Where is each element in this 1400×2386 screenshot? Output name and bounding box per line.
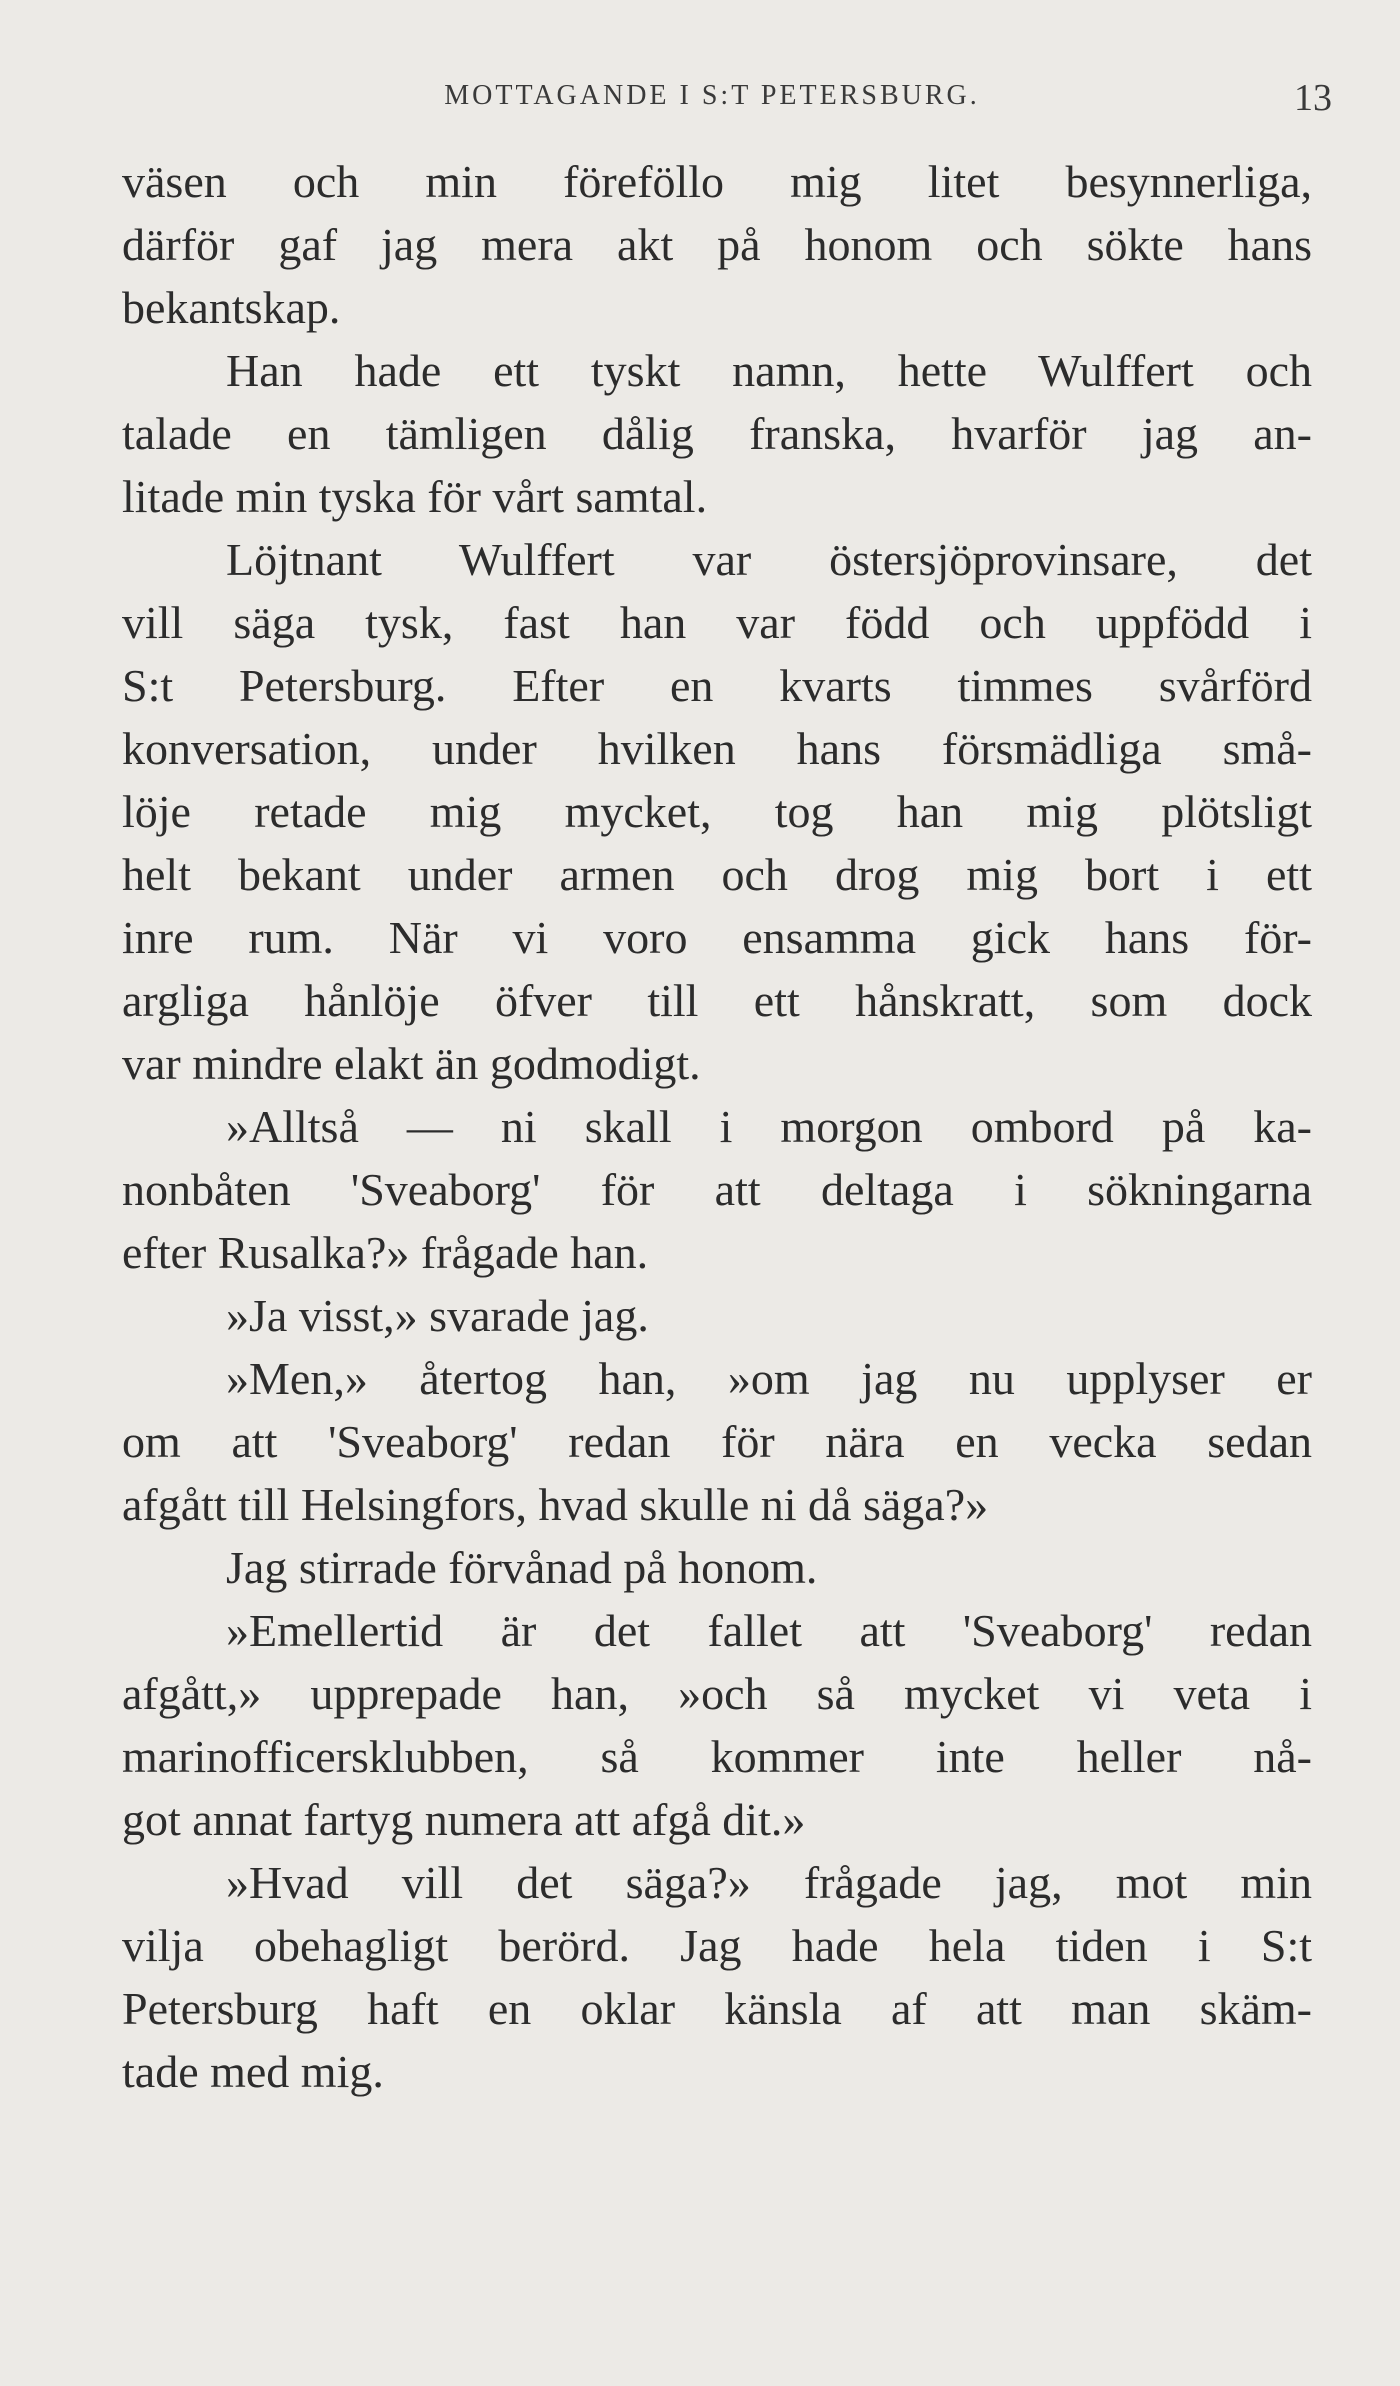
text-line: »Emellertid är det fallet att 'Sveaborg' redan — [226, 1605, 1312, 1656]
text-line: talade en tämligen dålig franska, hvarför jag an- — [122, 408, 1312, 459]
text-line: »Men,» återtog han, »om jag nu upplyser er — [226, 1353, 1312, 1404]
text-line: helt bekant under armen och drog mig bort i ett — [122, 849, 1312, 900]
text-line: afgått,» upprepade han, »och så mycket vi veta i — [122, 1668, 1312, 1719]
text-line: »Ja visst,» svarade jag. — [226, 1290, 649, 1341]
text-line: nonbåten 'Sveaborg' för att deltaga i sökningarna — [122, 1164, 1312, 1215]
text-line: därför gaf jag mera akt på honom och sökte hans — [122, 219, 1312, 270]
text-line: tade med mig. — [122, 2046, 384, 2097]
text-line: löje retade mig mycket, tog han mig plötsligt — [122, 786, 1312, 837]
text-line: argliga hånlöje öfver till ett hånskratt, som dock — [122, 975, 1312, 1026]
text-line: efter Rusalka?» frågade han. — [122, 1227, 649, 1278]
text-line: S:t Petersburg. Efter en kvarts timmes svårförd — [122, 660, 1312, 711]
text-line: bekantskap. — [122, 282, 341, 333]
text-line: got annat fartyg numera att afgå dit.» — [122, 1794, 806, 1845]
text-line: vilja obehagligt berörd. Jag hade hela tiden i S:t — [122, 1920, 1312, 1971]
text-line: Han hade ett tyskt namn, hette Wulffert och — [226, 345, 1312, 396]
running-title: MOTTAGANDE I S:T PETERSBURG. — [444, 80, 980, 111]
body-text — [122, 150, 1312, 2103]
text-line: Petersburg haft en oklar känsla af att man skäm- — [122, 1983, 1312, 2034]
text-line: litade min tyska för vårt samtal. — [122, 471, 708, 522]
text-line: Löjtnant Wulffert var östersjöprovinsare, det — [226, 534, 1312, 585]
text-line: vill säga tysk, fast han var född och uppfödd i — [122, 597, 1312, 648]
running-head — [122, 76, 1332, 119]
text-line: konversation, under hvilken hans försmädliga små- — [122, 723, 1312, 774]
text-line: »Alltså — ni skall i morgon ombord på ka- — [226, 1101, 1312, 1152]
text-line: om att 'Sveaborg' redan för nära en vecka sedan — [122, 1416, 1312, 1467]
text-line: väsen och min föreföllo mig litet besynnerliga, — [122, 156, 1312, 207]
text-line: Jag stirrade förvånad på honom. — [226, 1542, 818, 1593]
text-line: inre rum. När vi voro ensamma gick hans för- — [122, 912, 1312, 963]
text-line: marinofficersklubben, så kommer inte heller nå- — [122, 1731, 1312, 1782]
text-line: »Hvad vill det säga?» frågade jag, mot min — [226, 1857, 1312, 1908]
page-number: 13 — [1294, 77, 1332, 119]
text-line: afgått till Helsingfors, hvad skulle ni då säga?» — [122, 1479, 989, 1530]
text-line: var mindre elakt än godmodigt. — [122, 1038, 701, 1089]
